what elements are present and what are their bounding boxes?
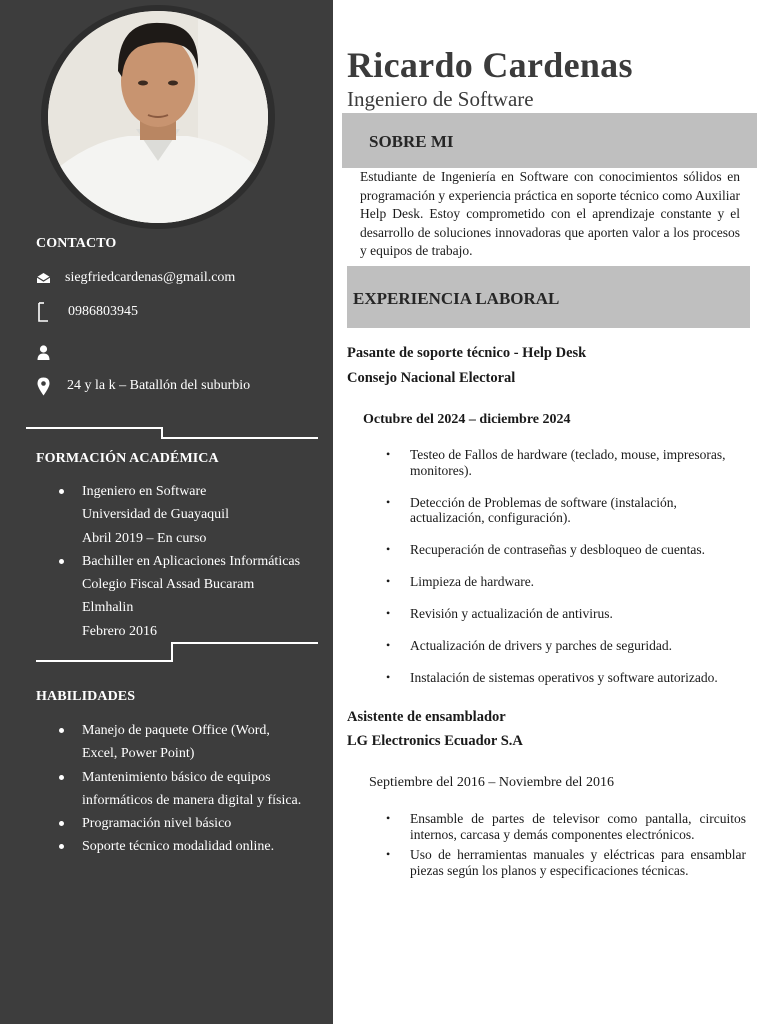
experience-band — [347, 266, 750, 328]
job-date: Octubre del 2024 – diciembre 2024 — [363, 412, 571, 427]
task-item: • Instalación de sistemas operativos y software autorizado. — [386, 670, 746, 686]
job-title: Pasante de soporte técnico - Help Desk — [347, 345, 587, 361]
email-text: siegfriedcardenas@gmail.com — [65, 270, 236, 285]
skill-line: Soporte técnico modalidad online. — [82, 839, 275, 855]
phone-text: 0986803945 — [68, 304, 138, 319]
job-role: Ingeniero de Software — [347, 87, 534, 111]
section-divider — [36, 641, 320, 663]
skill-line: informáticos de manera digital y física. — [82, 792, 302, 808]
task-item: • Recuperación de contraseñas y desbloqueo de cuentas. — [386, 542, 746, 558]
skill-line: Mantenimiento básico de equipos — [82, 769, 271, 785]
education-date: Abril 2019 – En curso — [82, 530, 207, 546]
contact-phone[interactable] — [34, 303, 138, 321]
sidebar — [0, 0, 333, 1024]
skills-heading: HABILIDADES — [36, 689, 136, 704]
education-item — [58, 480, 300, 550]
about-heading: SOBRE MI — [369, 132, 454, 151]
skill-line: Excel, Power Point) — [82, 746, 195, 762]
person-name: Ricardo Cardenas — [347, 45, 633, 85]
education-heading: FORMACIÓN ACADÉMICA — [36, 451, 219, 466]
address-text: 24 y la k – Batallón del suburbio — [67, 378, 251, 393]
task-item: • Revisión y actualización de antivirus. — [386, 606, 746, 622]
envelope-icon — [34, 269, 52, 287]
job-date: Septiembre del 2016 – Noviembre del 2016 — [369, 775, 614, 790]
profile-photo — [48, 11, 268, 223]
degree-title: Ingeniero en Software — [82, 484, 207, 499]
about-band — [342, 113, 757, 168]
education-list — [58, 480, 300, 643]
task-item: • Detección de Problemas de software (instalación, actualización, configuración). — [386, 495, 746, 526]
job-task-list — [386, 811, 746, 883]
institution: Universidad de Guayaquil — [82, 507, 229, 523]
education-date: Febrero 2016 — [82, 623, 158, 639]
job-company: Consejo Nacional Electoral — [347, 370, 516, 386]
degree-title: Bachiller en Aplicaciones Informáticas — [82, 553, 301, 569]
section-divider — [26, 426, 320, 440]
experience-heading: EXPERIENCIA LABORAL — [353, 289, 560, 308]
skills-list — [58, 719, 301, 859]
institution-line-2: Elmhalin — [82, 600, 134, 616]
contact-heading: CONTACTO — [36, 236, 117, 251]
about-text: Estudiante de Ingeniería en Software con conocimientos sólidos en programación y experiencia práctica en soporte técnico como Auxiliar Help Desk. Estoy comprometido con el aprendizaje constante y el desarrollo de soluciones innovadoras que aporten valor a los procesos y equipos de trabajo. — [360, 169, 740, 259]
skill-line: Programación nivel básico — [82, 816, 232, 832]
phone-icon — [34, 303, 52, 321]
contact-address — [34, 377, 250, 395]
contact-email[interactable] — [34, 269, 235, 287]
job-title: Asistente de ensamblador — [347, 709, 506, 725]
education-item — [58, 550, 300, 643]
skill-item — [58, 835, 301, 858]
task-item: • Actualización de drivers y parches de seguridad. — [386, 638, 746, 654]
job-company: LG Electronics Ecuador S.A — [347, 733, 523, 749]
skill-item — [58, 719, 301, 766]
person-icon — [34, 343, 52, 361]
task-item: • Uso de herramientas manuales y eléctricas para ensamblar piezas según los planos y especificaciones técnicas. — [386, 847, 746, 878]
skill-item — [58, 812, 301, 835]
skill-line: Manejo de paquete Office (Word, — [82, 723, 270, 738]
location-pin-icon — [34, 377, 52, 395]
contact-person — [34, 343, 52, 361]
skill-item — [58, 766, 301, 813]
institution: Colegio Fiscal Assad Bucaram — [82, 577, 255, 593]
task-item: • Limpieza de hardware. — [386, 574, 746, 590]
job-task-list — [386, 447, 746, 702]
task-item: • Testeo de Fallos de hardware (teclado, mouse, impresoras, monitores). — [386, 447, 746, 478]
task-item: • Ensamble de partes de televisor como pantalla, circuitos internos, carcasa y demás componentes electrónicos. — [386, 811, 746, 842]
